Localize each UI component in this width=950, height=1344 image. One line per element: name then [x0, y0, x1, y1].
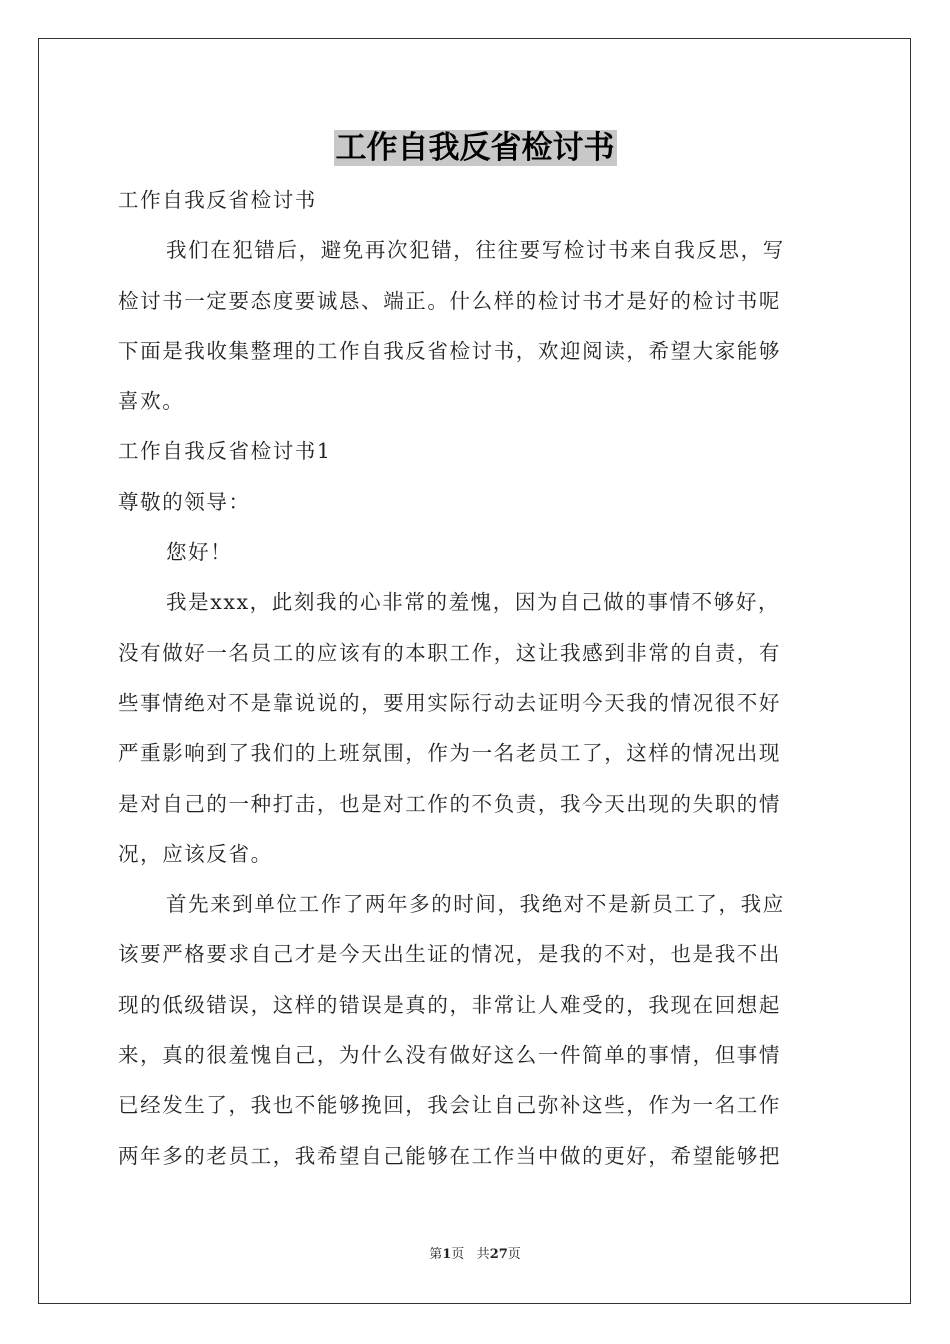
page-prefix: 第 [429, 1247, 443, 1262]
paragraph-line: 我是xxx，此刻我的心非常的羞愧，因为自己做的事情不够好， [166, 590, 781, 615]
paragraph-line: 检讨书一定要态度要诚恳、端正。什么样的检讨书才是好的检讨书呢 [118, 288, 781, 313]
page-number: 1 [442, 1247, 452, 1262]
paragraph-line: 况，应该反省。 [118, 841, 273, 866]
page-suffix: 页 [451, 1247, 465, 1262]
subtitle-line: 工作自我反省检讨书 [118, 188, 317, 212]
total-pages: 27 [489, 1247, 508, 1262]
paragraph-line: 严重影响到了我们的上班氛围，作为一名老员工了，这样的情况出现 [118, 741, 781, 766]
section-heading: 工作自我反省检讨书1 [118, 439, 332, 464]
paragraph-line: 是对自己的一种打击，也是对工作的不负责，我今天出现的失职的情 [118, 791, 781, 816]
paragraph-line: 下面是我收集整理的工作自我反省检讨书，欢迎阅读，希望大家能够 [118, 338, 781, 363]
salutation: 尊敬的领导： [118, 489, 251, 514]
total-prefix: 共 [476, 1247, 490, 1262]
document-title [0, 124, 950, 172]
paragraph-line: 我们在犯错后，避免再次犯错，往往要写检讨书来自我反思，写 [166, 238, 785, 263]
paragraph-line: 首先来到单位工作了两年多的时间，我绝对不是新员工了，我应 [166, 892, 785, 917]
page-footer [0, 1245, 950, 1265]
document-title-text: 工作自我反省检讨书 [335, 130, 615, 166]
paragraph-line: 些事情绝对不是靠说说的，要用实际行动去证明今天我的情况很不好 [118, 690, 781, 715]
document-body [118, 175, 833, 1181]
paragraph-line: 喜欢。 [118, 389, 185, 414]
paragraph-line: 没有做好一名员工的应该有的本职工作，这让我感到非常的自责，有 [118, 640, 781, 665]
paragraph-line: 两年多的老员工，我希望自己能够在工作当中做的更好，希望能够把 [118, 1143, 781, 1168]
total-suffix: 页 [507, 1247, 521, 1262]
paragraph-line: 已经发生了，我也不能够挽回，我会让自己弥补这些，作为一名工作 [118, 1093, 781, 1118]
paragraph-line: 来，真的很羞愧自己，为什么没有做好这么一件简单的事情，但事情 [118, 1043, 781, 1068]
paragraph-line: 该要严格要求自己才是今天出生证的情况，是我的不对，也是我不出 [118, 942, 781, 967]
greeting: 您好！ [166, 540, 233, 565]
paragraph-line: 现的低级错误，这样的错误是真的，非常让人难受的，我现在回想起 [118, 992, 781, 1017]
